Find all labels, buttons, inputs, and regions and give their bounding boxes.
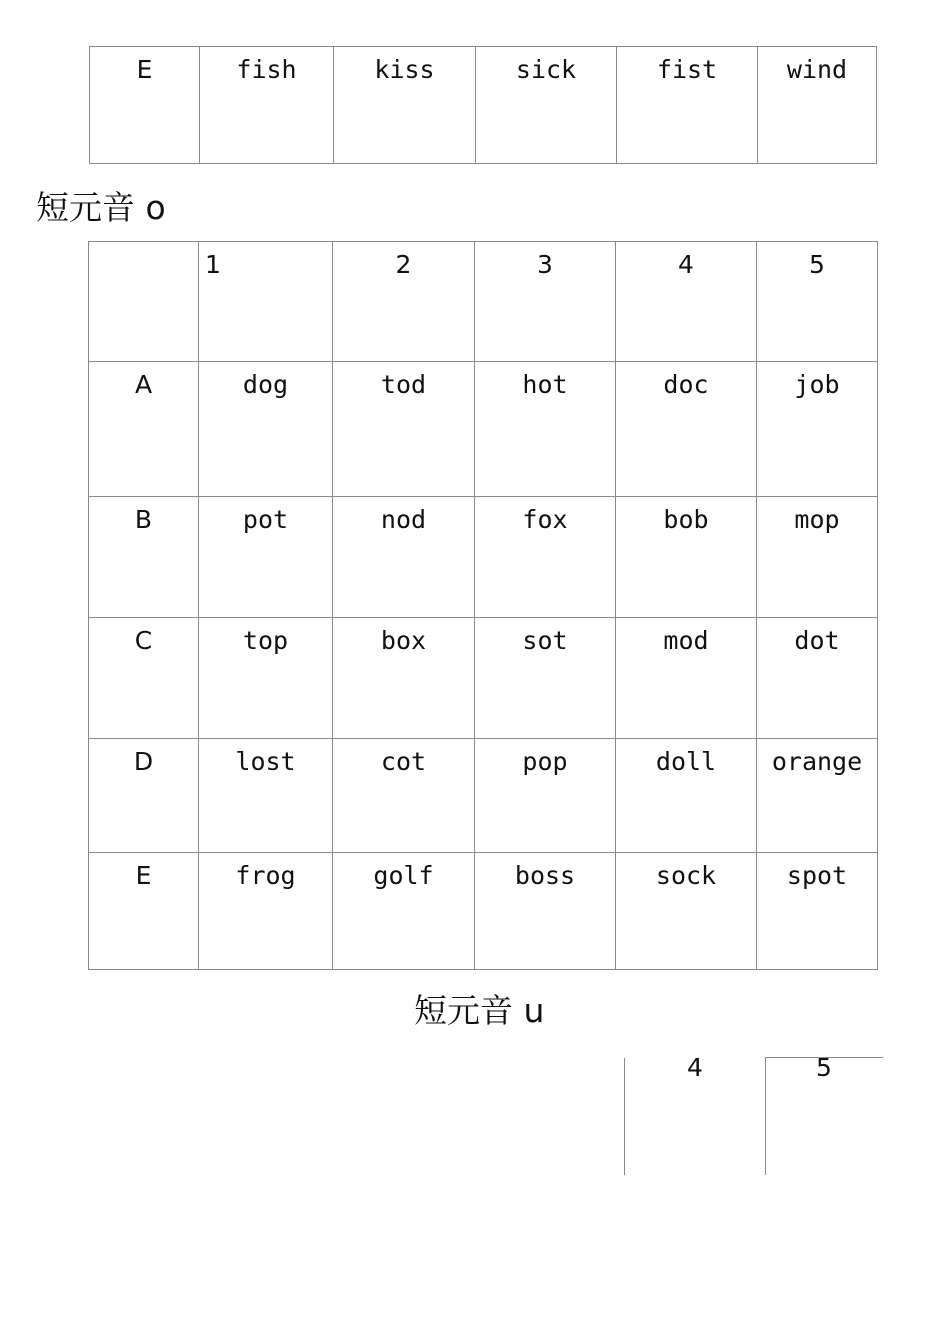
row-label: E xyxy=(90,47,200,164)
word-cell: wind xyxy=(758,47,877,164)
short-o-table xyxy=(88,241,878,970)
table-row xyxy=(89,618,878,739)
word-cell: doll xyxy=(616,739,757,853)
short-i-table-tail xyxy=(89,46,877,164)
word-cell: hot xyxy=(475,362,616,497)
column-number: 5 xyxy=(816,1053,832,1082)
row-label: B xyxy=(89,497,199,618)
word-cell: frog xyxy=(199,853,333,970)
column-number: 3 xyxy=(475,242,616,362)
word-cell: spot xyxy=(757,853,878,970)
word-cell: boss xyxy=(475,853,616,970)
word-cell: sick xyxy=(476,47,617,164)
row-label: E xyxy=(89,853,199,970)
table-row xyxy=(90,47,877,164)
row-label: A xyxy=(89,362,199,497)
header-row xyxy=(89,242,878,362)
word-cell: dog xyxy=(199,362,333,497)
table-row xyxy=(89,497,878,618)
word-cell: bob xyxy=(616,497,757,618)
word-cell: sock xyxy=(616,853,757,970)
word-cell: doc xyxy=(616,362,757,497)
word-cell: dot xyxy=(757,618,878,739)
table-divider xyxy=(765,1058,766,1175)
word-cell: mop xyxy=(757,497,878,618)
word-cell: fox xyxy=(475,497,616,618)
word-cell: top xyxy=(199,618,333,739)
word-cell: fish xyxy=(200,47,334,164)
section-o-heading: 短元音 o xyxy=(36,188,166,227)
word-cell: tod xyxy=(333,362,475,497)
word-cell: kiss xyxy=(334,47,476,164)
word-cell: pop xyxy=(475,739,616,853)
table-row xyxy=(89,853,878,970)
row-label: D xyxy=(89,739,199,853)
table-divider xyxy=(624,1058,625,1175)
column-number: 2 xyxy=(333,242,475,362)
word-cell: cot xyxy=(333,739,475,853)
table-row xyxy=(89,362,878,497)
column-number: 4 xyxy=(616,242,757,362)
word-cell: sot xyxy=(475,618,616,739)
word-cell: nod xyxy=(333,497,475,618)
word-cell: pot xyxy=(199,497,333,618)
corner-cell xyxy=(89,242,199,362)
section-u-heading: 短元音 u xyxy=(414,991,545,1030)
word-cell: golf xyxy=(333,853,475,970)
column-number: 4 xyxy=(687,1053,703,1082)
table-row xyxy=(89,739,878,853)
row-label: C xyxy=(89,618,199,739)
column-number: 1 xyxy=(199,242,333,362)
word-cell: fist xyxy=(617,47,758,164)
word-cell: lost xyxy=(199,739,333,853)
column-number: 5 xyxy=(757,242,878,362)
word-cell: orange xyxy=(757,739,878,853)
word-cell: job xyxy=(757,362,878,497)
word-cell: box xyxy=(333,618,475,739)
word-cell: mod xyxy=(616,618,757,739)
